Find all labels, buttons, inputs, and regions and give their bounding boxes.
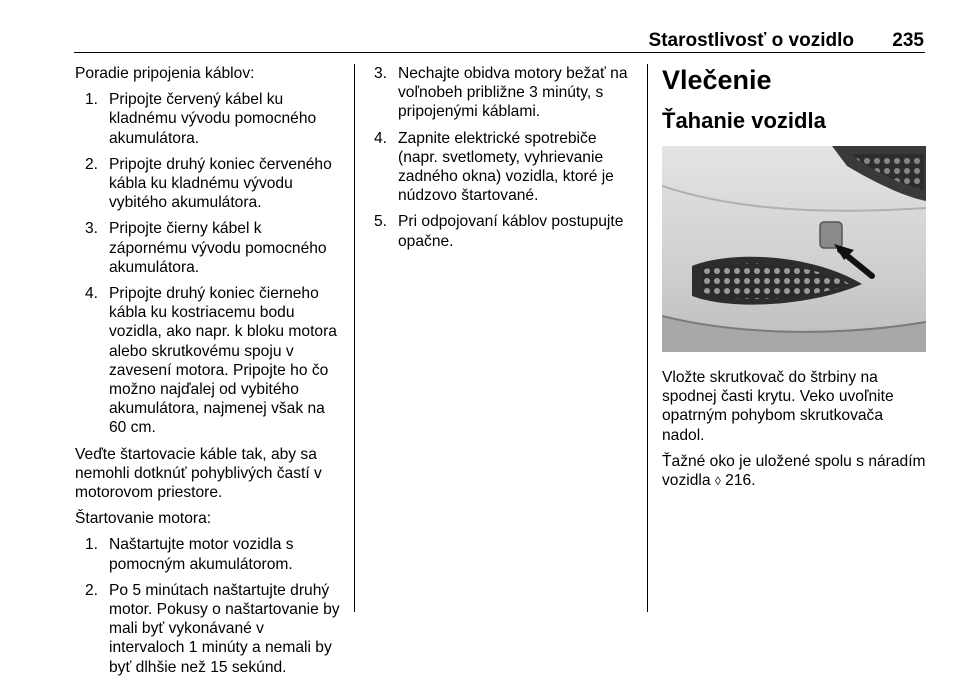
list-text: Pripojte čierny kábel k zápornému vývodu pomocného akumulátora. <box>109 220 327 276</box>
cable-steps-list <box>75 90 343 437</box>
tow-eye-sentence: Ťažné oko je uložené spolu s náradím vozidla <box>662 452 926 490</box>
list-text: Naštartujte motor vozidla s pomocným akumulátorom. <box>109 536 294 573</box>
list-number: 3. <box>85 220 99 238</box>
column-2 <box>374 64 638 258</box>
list-number: 2. <box>85 581 99 599</box>
list-number: 3. <box>374 65 388 82</box>
page-header <box>0 30 960 54</box>
list-number: 2. <box>85 155 99 173</box>
tow-eye-text <box>662 452 928 491</box>
column-1 <box>75 64 343 684</box>
list-number: 5. <box>374 213 388 231</box>
cable-order-intro: Poradie pripojenia káblov: <box>75 65 255 82</box>
page-title: Starostlivosť o vozidlo <box>648 30 854 51</box>
list-text: Nechajte obidva motory bežať na voľnobeh približne 3 minúty, s pripojenými káblami. <box>398 65 628 121</box>
list-number: 4. <box>85 285 99 303</box>
list-item <box>85 535 343 573</box>
list-number: 1. <box>85 91 99 109</box>
continued-steps-list <box>374 64 638 251</box>
list-number: 4. <box>374 129 388 147</box>
list-text: Zapnite elektrické spotrebiče (napr. svetlomety, vyhrievanie zadného okna) vozidla, ktoré je núdzovo štartované. <box>398 129 614 205</box>
list-item <box>374 129 638 206</box>
list-text: Pripojte druhý koniec čierneho kábla ku kostriacemu bodu vozidla, ako napr. k bloku motora alebo skrutkovému spoju v zavesení motora. Pripojte ho čo možno najďalej od vybitého akumulátora, najmenej však na 60 cm. <box>109 285 337 437</box>
list-text: Pripojte druhý koniec červeného kábla ku kladnému vývodu vybitého akumulátora. <box>109 155 332 212</box>
list-item <box>85 90 343 148</box>
column-3 <box>662 64 928 498</box>
list-text: Pripojte červený kábel ku kladnému vývodu pomocného akumulátora. <box>109 91 317 147</box>
list-item <box>374 212 638 250</box>
list-item <box>85 581 343 677</box>
bumper-photo <box>662 146 926 352</box>
list-text: Pri odpojovaní káblov postupujte opačne. <box>398 213 624 250</box>
photo-caption: Vložte skrutkovač do štrbiny na spodnej časti krytu. Veko uvoľnite opatrným pohybom skrutkovača nadol. <box>662 369 894 444</box>
list-item <box>85 219 343 277</box>
page-number: 235 <box>892 30 924 51</box>
list-text: Po 5 minútach naštartujte druhý motor. Pokusy o naštartovanie by mali byť vykonávané v intervaloch 1 minúty a nemali by byť dlhšie než 15 sekúnd. <box>109 581 340 676</box>
bumper-illustration <box>662 146 926 352</box>
list-item <box>85 284 343 438</box>
page-reference-icon: ◊ <box>714 474 721 489</box>
start-heading: Štartovanie motora: <box>75 510 212 528</box>
start-steps-list <box>75 535 343 676</box>
subsection-heading: Ťahanie vozidla <box>662 108 826 133</box>
section-heading: Vlečenie <box>662 65 772 95</box>
column-divider-2 <box>647 64 648 612</box>
cable-note: Veďte štartovacie káble tak, aby sa nemohli dotknúť pohyblivých častí v motorovom priestore. <box>75 445 322 502</box>
column-divider-1 <box>354 64 355 612</box>
page-reference: 216. <box>725 472 756 490</box>
list-item <box>374 64 638 122</box>
header-rule <box>74 52 925 53</box>
list-item <box>85 155 343 213</box>
list-number: 1. <box>85 536 99 554</box>
